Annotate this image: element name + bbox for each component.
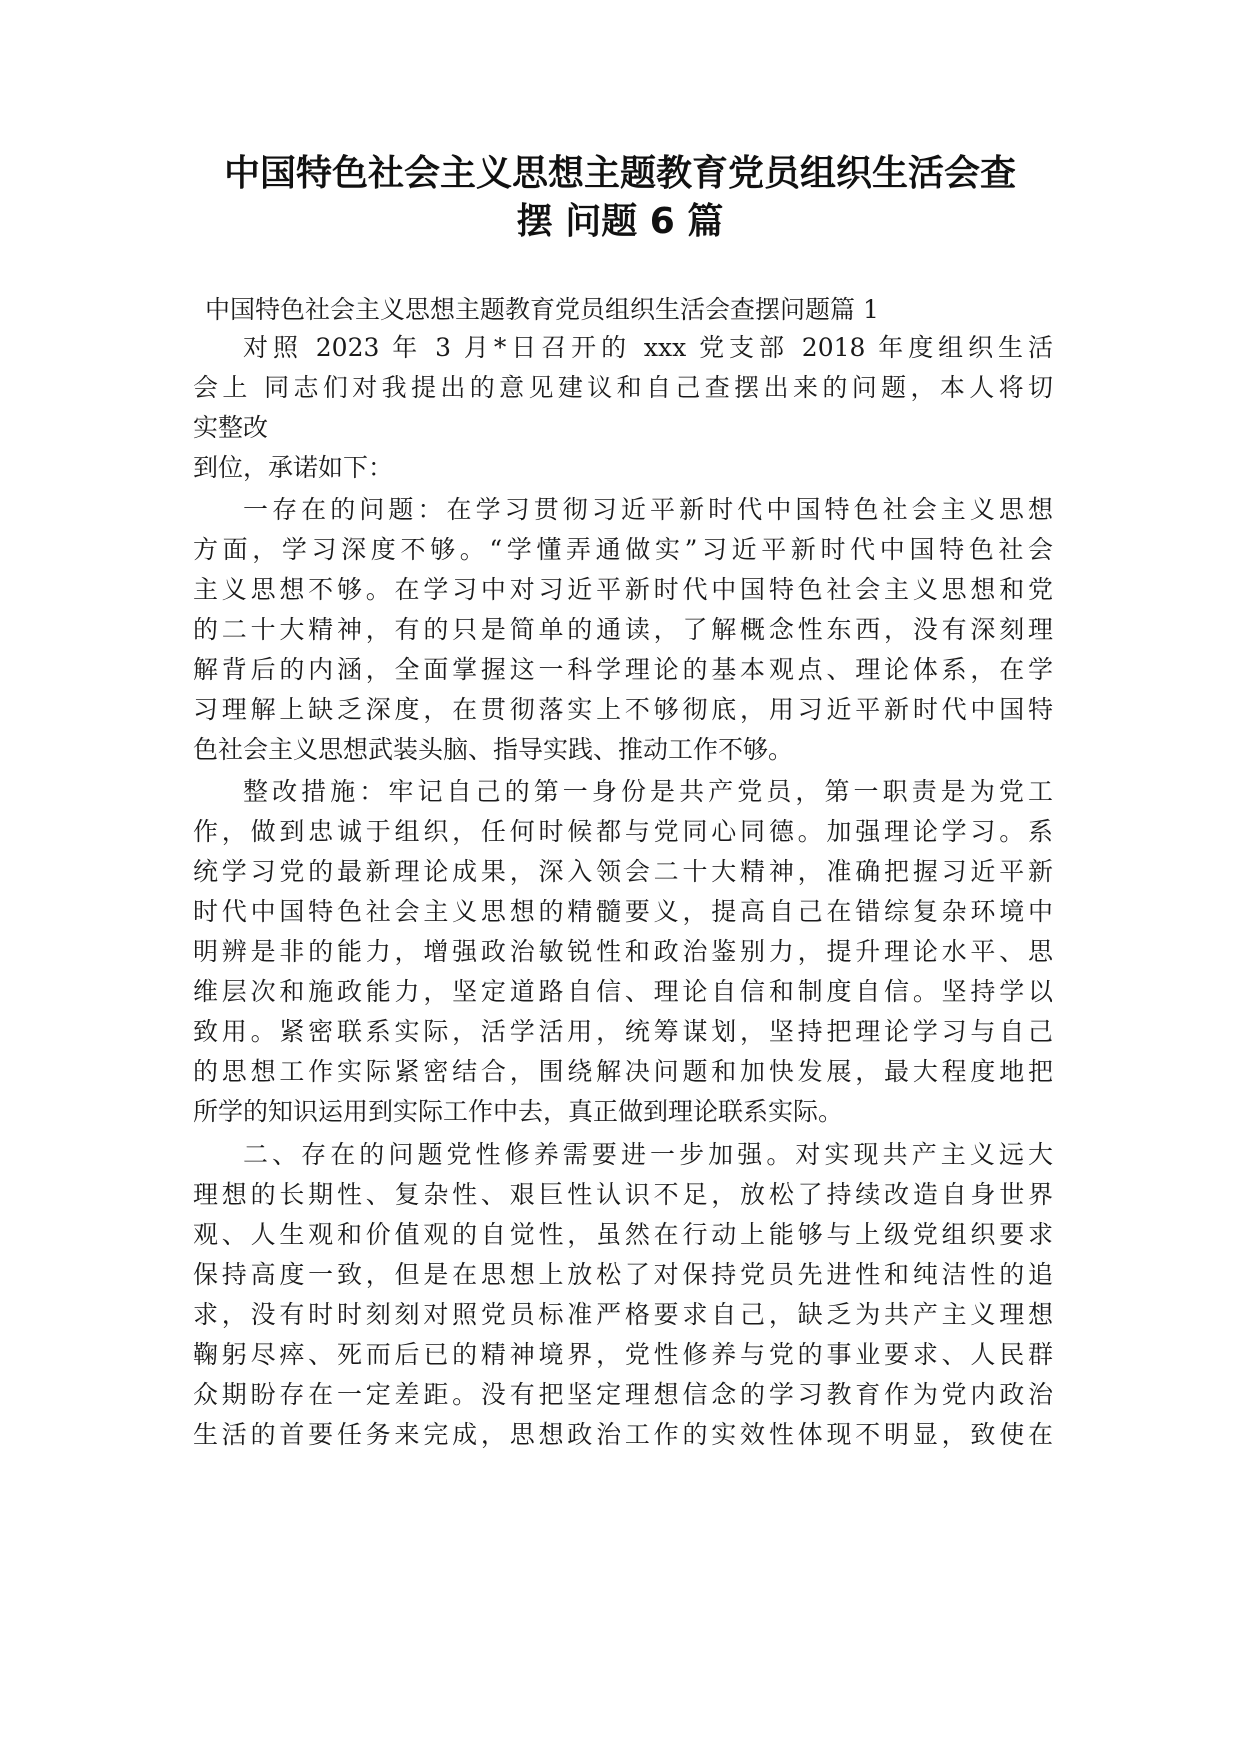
text-line: 生活的首要任务来完成，思想政治工作的实效性体现不明显，致使在 [193, 1420, 1053, 1449]
text-line: 色社会主义思想武装头脑、指导实践、推动工作不够。 [193, 735, 794, 764]
text-line: 到位，承诺如下： [193, 453, 394, 482]
text-line: 明辨是非的能力，增强政治敏锐性和政治鉴别力，提升理论水平、思 [193, 937, 1053, 966]
problem-1-paragraph [193, 490, 1053, 770]
text-line: 时代中国特色社会主义思想的精髓要义，提高自己在错综复杂环境中 [193, 897, 1053, 926]
measures-1-paragraph [193, 772, 1053, 1132]
text-line: 实整改 [193, 413, 269, 442]
text-line: 的思想工作实际紧密结合，围绕解决问题和加快发展，最大程度地把 [193, 1057, 1053, 1086]
text-line: 二、存在的问题党性修养需要进一步加强。对实现共产主义远大 [243, 1140, 1053, 1169]
text-line: 解背后的内涵，全面掌握这一科学理论的基本观点、理论体系，在学 [193, 655, 1053, 684]
text-line: 的二十大精神，有的只是简单的通读，了解概念性东西，没有深刻理 [193, 615, 1053, 644]
article-subtitle: 中国特色社会主义思想主题教育党员组织生活会查摆问题篇 1 [205, 295, 879, 324]
text-line: 作，做到忠诚于组织，任何时候都与党同心同德。加强理论学习。系 [193, 817, 1053, 846]
text-line: 求，没有时时刻刻对照党员标准严格要求自己，缺乏为共产主义理想 [193, 1300, 1053, 1329]
text-line: 保持高度一致，但是在思想上放松了对保持党员先进性和纯洁性的追 [193, 1260, 1053, 1289]
text-line: 维层次和施政能力，坚定道路自信、理论自信和制度自信。坚持学以 [193, 977, 1053, 1006]
text-line: 致用。紧密联系实际，活学活用，统筹谋划，坚持把理论学习与自己 [193, 1017, 1053, 1046]
document-title-line-1: 中国特色社会主义思想主题教育党员组织生活会查 [223, 153, 1016, 194]
text-line: 整改措施：牢记自己的第一身份是共产党员，第一职责是为党工 [243, 777, 1053, 806]
text-line: 会上 同志们对我提出的意见建议和自己查摆出来的问题，本人将切 [193, 373, 1053, 402]
intro-paragraph [193, 328, 1053, 488]
text-line: 统学习党的最新理论成果，深入领会二十大精神，准确把握习近平新 [193, 857, 1053, 886]
text-line: 观、人生观和价值观的自觉性，虽然在行动上能够与上级党组织要求 [193, 1220, 1053, 1249]
text-line: 习理解上缺乏深度，在贯彻落实上不够彻底，用习近平新时代中国特 [193, 695, 1053, 724]
text-line: 主义思想不够。在学习中对习近平新时代中国特色社会主义思想和党 [193, 575, 1053, 604]
text-line: 方面，学习深度不够。“学懂弄通做实”习近平新时代中国特色社会 [193, 535, 1053, 564]
text-line: 一存在的问题：在学习贯彻习近平新时代中国特色社会主义思想 [243, 495, 1053, 524]
text-line: 理想的长期性、复杂性、艰巨性认识不足，放松了持续改造自身世界 [193, 1180, 1053, 1209]
text-line: 鞠躬尽瘁、死而后已的精神境界，党性修养与党的事业要求、人民群 [193, 1340, 1053, 1369]
text-line: 对照 2023 年 3 月*日召开的 xxx 党支部 2018 年度组织生活 [243, 333, 1053, 362]
text-line: 所学的知识运用到实际工作中去，真正做到理论联系实际。 [193, 1097, 844, 1126]
document-title-line-2: 摆 问题 6 篇 [516, 201, 724, 242]
text-line: 众期盼存在一定差距。没有把坚定理想信念的学习教育作为党内政治 [193, 1380, 1053, 1409]
problem-2-paragraph [193, 1135, 1053, 1455]
